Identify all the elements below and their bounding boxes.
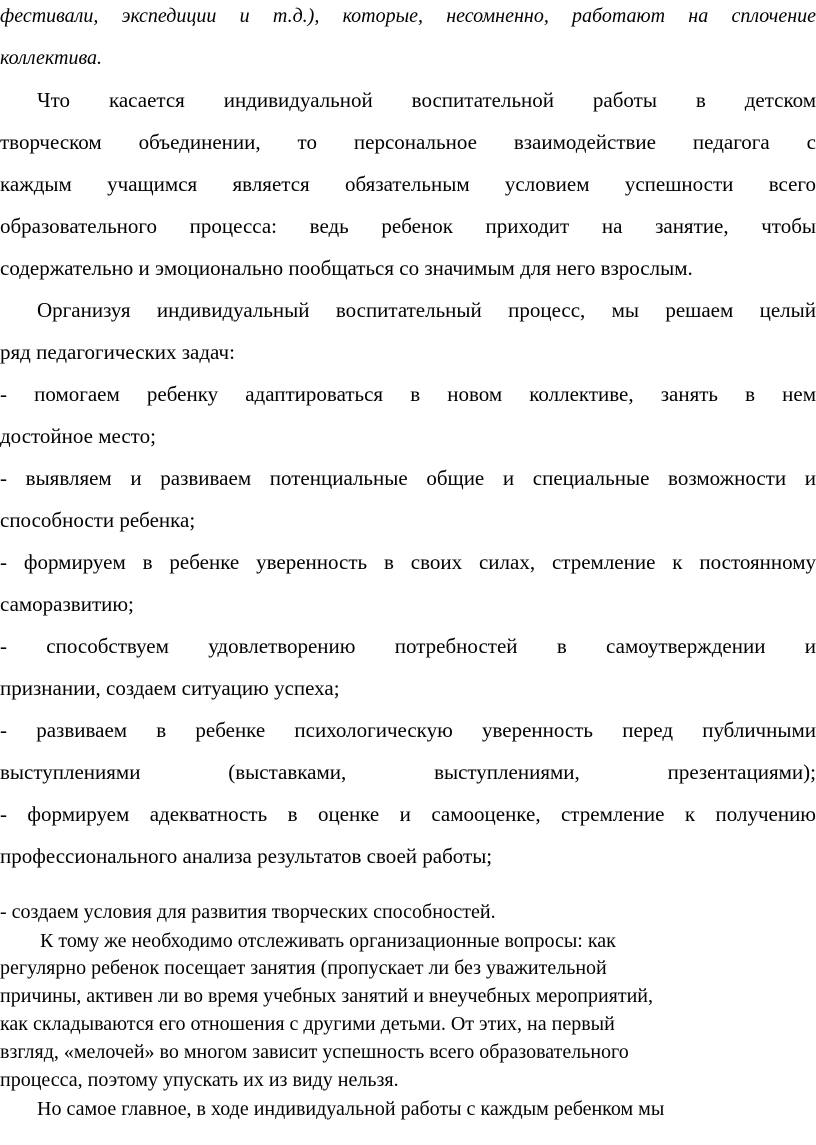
organizational-line-2: регулярно ребенок посещает занятия (пропускает ли без уважительной xyxy=(0,957,607,979)
organizational-line-4: как складываются его отношения с другими детьми. От этих, на первый xyxy=(0,1013,615,1035)
task-line-11: - формируем адекватность в оценке и самооценке, стремление к получению xyxy=(0,802,816,826)
individual-line-1: Что касается индивидуальной воспитательной работы в детском xyxy=(37,88,816,112)
task-line-4: способности ребенка; xyxy=(0,508,196,532)
task-line-9: - развиваем в ребенке психологическую уверенность перед публичными xyxy=(0,718,816,742)
individual-line-3: каждым учащимся является обязательным условием успешности всего xyxy=(0,172,816,196)
intro-line-1: фестивали, экспедиции и т.д.), которые, несомненно, работают на сплочение xyxy=(0,5,816,27)
task-line-7: - способствуем удовлетворению потребностей в самоутверждении и xyxy=(0,634,816,658)
individual-line-4: образовательного процесса: ведь ребенок приходит на занятие, чтобы xyxy=(0,214,816,238)
task-line-2: достойное место; xyxy=(0,424,156,448)
task-line-3: - выявляем и развиваем потенциальные общие и специальные возможности и xyxy=(0,466,816,490)
task-line-6: саморазвитию; xyxy=(0,592,134,616)
organizational-line-1: К тому же необходимо отслеживать организационные вопросы: как xyxy=(40,930,616,952)
task-line-1: - помогаем ребенку адаптироваться в новом коллективе, занять в нем xyxy=(0,382,816,406)
tasks-intro-line-1: Организуя индивидуальный воспитательный процесс, мы решаем целый xyxy=(37,298,816,322)
task-line-10: выступлениями (выставками, выступлениями, презентациями); xyxy=(0,760,816,784)
task-line-12: профессионального анализа результатов своей работы; xyxy=(0,844,493,868)
organizational-line-3: причины, активен ли во время учебных занятий и внеучебных мероприятий, xyxy=(0,985,653,1007)
tasks-intro-line-2: ряд педагогических задач: xyxy=(0,340,235,364)
individual-line-5: содержательно и эмоционально пообщаться со значимым для него взрослым. xyxy=(0,256,693,280)
organizational-line-6: процесса, поэтому упускать их из виду нельзя. xyxy=(0,1069,399,1091)
individual-line-2: творческом объединении, то персональное взаимодействие педагога с xyxy=(0,130,816,154)
task-line-5: - формируем в ребенке уверенность в своих силах, стремление к постоянному xyxy=(0,550,816,574)
organizational-line-5: взгляд, «мелочей» во многом зависит успешность всего образовательного xyxy=(0,1041,629,1063)
final-paragraph-line-1: Но самое главное, в ходе индивидуальной работы с каждым ребенком мы xyxy=(37,1098,665,1120)
task-line-last: - создаем условия для развития творческих способностей. xyxy=(0,901,496,923)
intro-line-2: коллектива. xyxy=(0,47,102,69)
task-line-8: признании, создаем ситуацию успеха; xyxy=(0,676,340,700)
